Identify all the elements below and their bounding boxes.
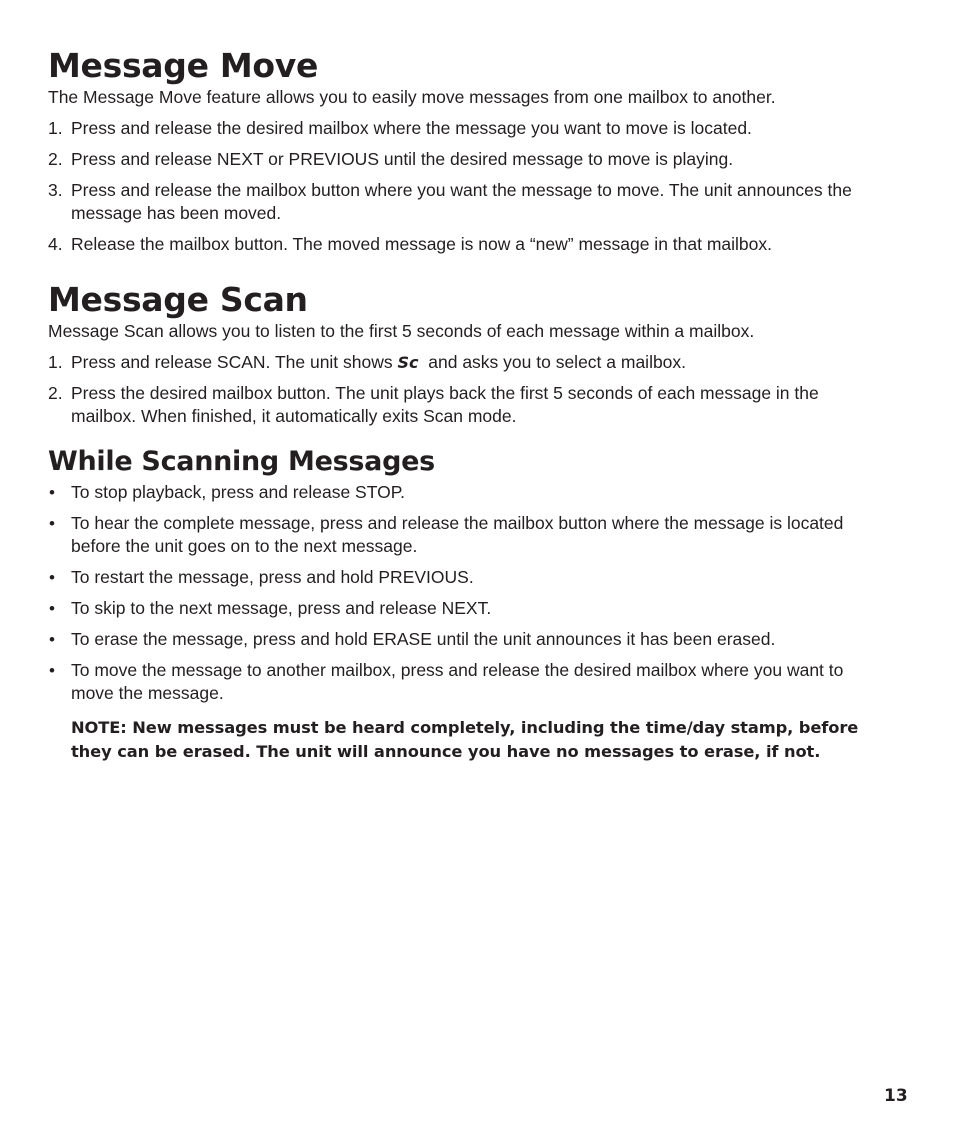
list-item	[48, 351, 888, 374]
list-item	[48, 117, 888, 140]
list-item	[48, 382, 888, 428]
step-text: Press and release the desired mailbox where the message you want to move is located.	[71, 118, 752, 138]
page-number: 13	[884, 1086, 908, 1106]
display-indicator: Sc	[397, 353, 419, 372]
note-text: NOTE: New messages must be heard completely, including the time/day stamp, before they can be erased. The unit will announce you have no messages to erase, if not.	[71, 718, 859, 761]
step-number: 4.	[48, 234, 63, 254]
bullet-text: To move the message to another mailbox, press and release the desired mailbox where you want to move the message.	[71, 660, 844, 703]
list-item	[48, 179, 888, 225]
message-scan-heading: Message Scan	[48, 280, 308, 319]
bullet-text: To hear the complete message, press and release the mailbox button where the message is located before the unit goes on to the next message.	[71, 513, 844, 556]
while-scanning-bullets	[48, 481, 888, 713]
bullet-icon: •	[49, 661, 55, 680]
step-text: Press and release NEXT or PREVIOUS until the desired message to move is playing.	[71, 149, 734, 169]
message-scan-intro: Message Scan allows you to listen to the first 5 seconds of each message within a mailbox.	[48, 321, 755, 341]
bullet-text: To skip to the next message, press and release NEXT.	[71, 598, 492, 618]
bullet-icon: •	[49, 568, 55, 587]
bullet-icon: •	[49, 514, 55, 533]
step-text: Press and release the mailbox button where you want the message to move. The unit announces the message has been moved.	[71, 180, 852, 223]
message-move-intro: The Message Move feature allows you to easily move messages from one mailbox to another.	[48, 87, 776, 107]
list-item	[48, 233, 888, 256]
message-move-steps	[48, 117, 888, 256]
message-move-heading: Message Move	[48, 46, 319, 85]
step-number: 1.	[48, 352, 63, 372]
step-text: Press the desired mailbox button. The unit plays back the first 5 seconds of each message in the mailbox. When finished, it automatically exits Scan mode.	[71, 383, 819, 426]
bullet-icon: •	[49, 483, 55, 502]
list-item	[48, 512, 888, 558]
list-item	[48, 481, 888, 504]
list-item	[48, 659, 888, 705]
step-number: 3.	[48, 180, 63, 200]
list-item	[48, 628, 888, 651]
step-text: Release the mailbox button. The moved message is now a “new” message in that mailbox.	[71, 234, 773, 254]
message-scan-steps	[48, 351, 888, 428]
list-item	[48, 597, 888, 620]
bullet-text: To erase the message, press and hold ERASE until the unit announces it has been erased.	[71, 629, 776, 649]
bullet-icon: •	[49, 599, 55, 618]
step-number: 2.	[48, 149, 63, 169]
bullet-text: To stop playback, press and release STOP.	[71, 482, 405, 502]
list-item	[48, 566, 888, 589]
bullet-text: To restart the message, press and hold PREVIOUS.	[71, 567, 474, 587]
step-text-after: and asks you to select a mailbox.	[418, 352, 687, 372]
step-text-before: Press and release SCAN. The unit shows	[71, 352, 398, 372]
list-item	[48, 148, 888, 171]
while-scanning-heading: While Scanning Messages	[48, 446, 435, 477]
step-number: 1.	[48, 118, 63, 138]
step-number: 2.	[48, 383, 63, 403]
bullet-icon: •	[49, 630, 55, 649]
